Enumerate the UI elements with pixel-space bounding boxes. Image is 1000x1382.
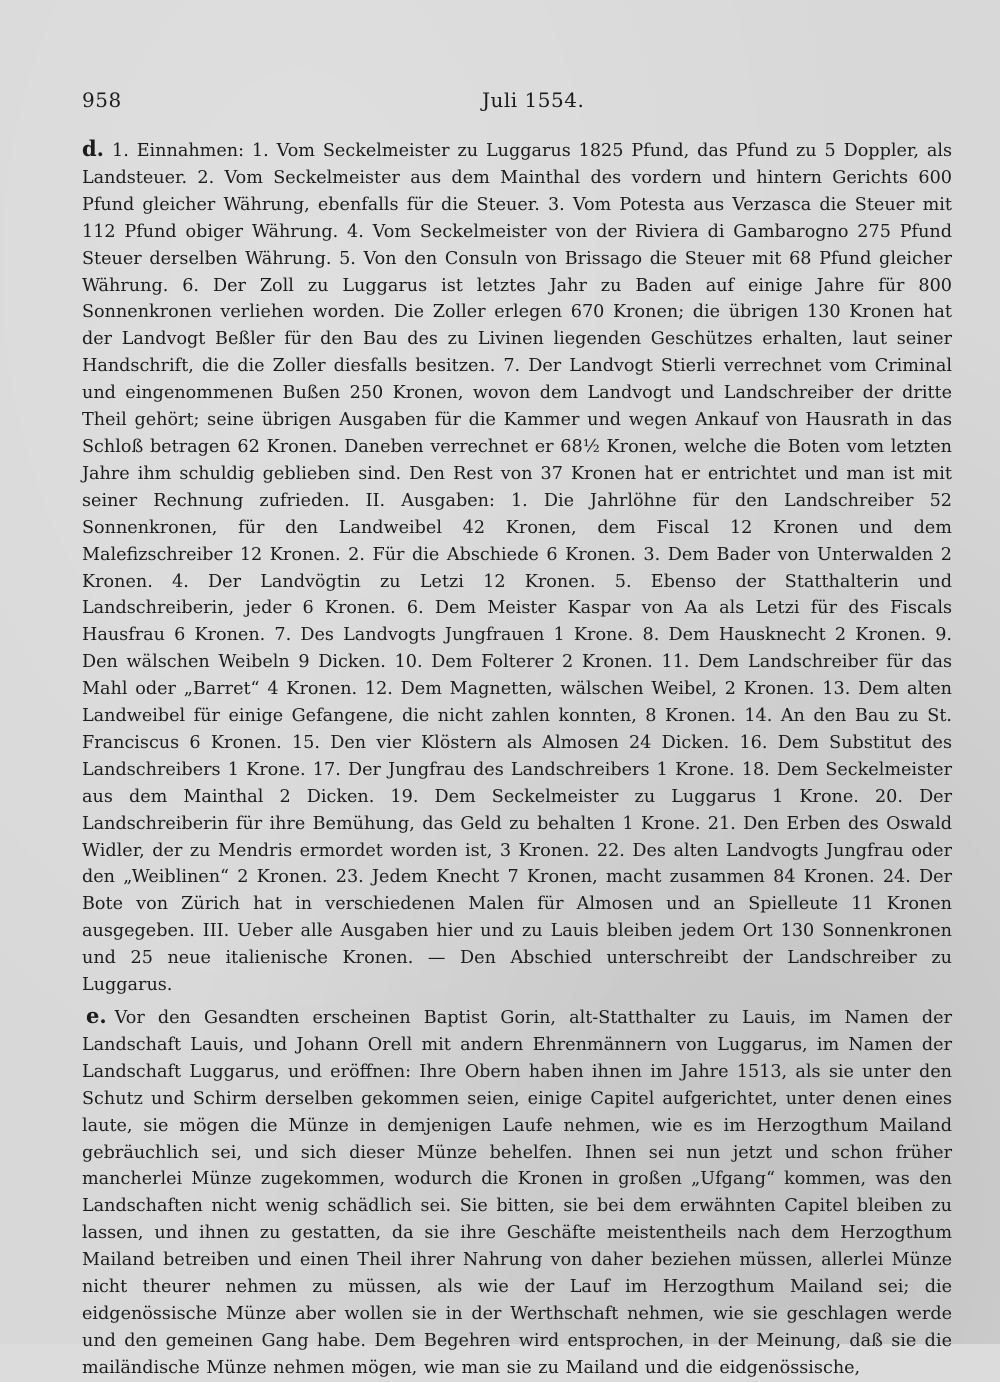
page-number: 958: [82, 88, 122, 112]
section-marker: e.: [86, 1003, 107, 1028]
section-d: [82, 136, 952, 999]
section-text: Vor den Gesandten erscheinen Baptist Gorin, alt-Statthalter zu Lauis, im Namen der Landschaft Lauis, und Johann Orell mit andern Ehrenmännern von Luggarus, im Namen der Landschaft Luggarus, und eröffnen: Ihre Obern haben ihnen im Jahre 1513, als sie unter den Schutz und Schirm derselben gekommen seien, einige Capitel aufgerichtet, unter denen eines laute, sie mögen die Münze in demjenigen Laufe nehmen, wie es im Herzogthum Mailand gebräuchlich sei, und sich dieser Münze behelfen. Ihnen sei nun jetzt und schon früher mancherlei Münze zugekommen, wodurch die Kronen in großen „Ufgang“ kommen, was den Landschaften nicht wenig schädlich sei. Sie bitten, sie bei dem erwähnten Capitel bleiben zu lassen, und ihnen zu gestatten, da sie ihre Geschäfte meistentheils nach dem Herzogthum Mailand betreiben und einen Theil ihrer Nahrung von daher beziehen müssen, allerlei Münze nicht theurer nehmen zu müssen, als wie der Lauf im Herzogthum Mailand sei; die eidgenössische Münze aber wollen sie in der Werthschaft nehmen, wie sie geschlagen werde und den gemeinen Gang habe. Dem Begehren wird entsprochen, in der Meinung, daß sie die mailändische Münze nehmen mögen, wie man sie zu Mailand und die eidgenössische,: [82, 1008, 952, 1378]
page-header: [82, 88, 952, 118]
body-text: [82, 136, 952, 1382]
section-e: [82, 1003, 952, 1382]
section-marker: d.: [82, 136, 104, 161]
section-text: 1. Einnahmen: 1. Vom Seckelmeister zu Luggarus 1825 Pfund, das Pfund zu 5 Doppler, als Landsteuer. 2. Vom Seckelmeister aus dem Mainthal des vordern und hintern Gerichts 600 Pfund gleicher Währung, ebenfalls für die Steuer. 3. Vom Potesta aus Verzasca die Steuer mit 112 Pfund obiger Währung. 4. Vom Seckelmeister von der Riviera di Gambarogno 275 Pfund Steuer derselben Währung. 5. Von den Consuln von Brissago die Steuer mit 68 Pfund gleicher Währung. 6. Der Zoll zu Luggarus ist letztes Jahr zu Baden auf einige Jahre für 800 Sonnenkronen verliehen worden. Die Zoller erlegen 670 Kronen; die übrigen 130 Kronen hat der Landvogt Beßler für den Bau des zu Livinen liegenden Geschützes erhalten, laut seiner Handschrift, die die Zoller diesfalls besitzen. 7. Der Landvogt Stierli verrechnet vom Criminal und eingenommenen Bußen 250 Kronen, wovon dem Landvogt und Landschreiber der dritte Theil gehört; seine übrigen Ausgaben für die Kammer und wegen Ankauf von Hausrath in das Schloß betragen 62 Kronen. Daneben verrechnet er 68½ Kronen, welche die Boten vom letzten Jahre ihm schuldig geblieben sind. Den Rest von 37 Kronen hat er entrichtet und man ist mit seiner Rechnung zufrieden. II. Ausgaben: 1. Die Jahrlöhne für den Landschreiber 52 Sonnenkronen, für den Landweibel 42 Kronen, dem Fiscal 12 Kronen und dem Malefizschreiber 12 Kronen. 2. Für die Abschiede 6 Kronen. 3. Dem Bader von Unterwalden 2 Kronen. 4. Der Landvögtin zu Letzi 12 Kronen. 5. Ebenso der Statthalterin und Landschreiberin, jeder 6 Kronen. 6. Dem Meister Kaspar von Aa als Letzi für des Fiscals Hausfrau 6 Kronen. 7. Des Landvogts Jungfrauen 1 Krone. 8. Dem Hausknecht 2 Kronen. 9. Den wälschen Weibeln 9 Dicken. 10. Dem Folterer 2 Kronen. 11. Dem Landschreiber für das Mahl oder „Barret“ 4 Kronen. 12. Dem Magnetten, wälschen Weibel, 2 Kronen. 13. Dem alten Landweibel für einige Gefangene, die nicht zahlen konnten, 8 Kronen. 14. An den Bau zu St. Franciscus 6 Kronen. 15. Den vier Klöstern als Almosen 24 Dicken. 16. Dem Substitut des Landschreibers 1 Krone. 17. Der Jungfrau des Landschreibers 1 Krone. 18. Dem Seckelmeister aus dem Mainthal 2 Dicken. 19. Dem Seckelmeister zu Luggarus 1 Krone. 20. Der Landschreiberin für ihre Bemühung, das Geld zu behalten 1 Krone. 21. Den Erben des Oswald Widler, der zu Mendris ermordet worden ist, 3 Kronen. 22. Des alten Landvogts Jungfrau oder den „Weiblinen“ 2 Kronen. 23. Jedem Knecht 7 Kronen, macht zusammen 84 Kronen. 24. Der Bote von Zürich hat in verschiedenen Malen für Almosen und an Spielleute 11 Kronen ausgegeben. III. Ueber alle Ausgaben hier und zu Lauis bleiben jedem Ort 130 Sonnenkronen und 25 neue italienische Kronen. — Den Abschied unterschreibt der Landschreiber zu Luggarus.: [82, 141, 952, 996]
running-title: Juli 1554.: [482, 88, 585, 112]
